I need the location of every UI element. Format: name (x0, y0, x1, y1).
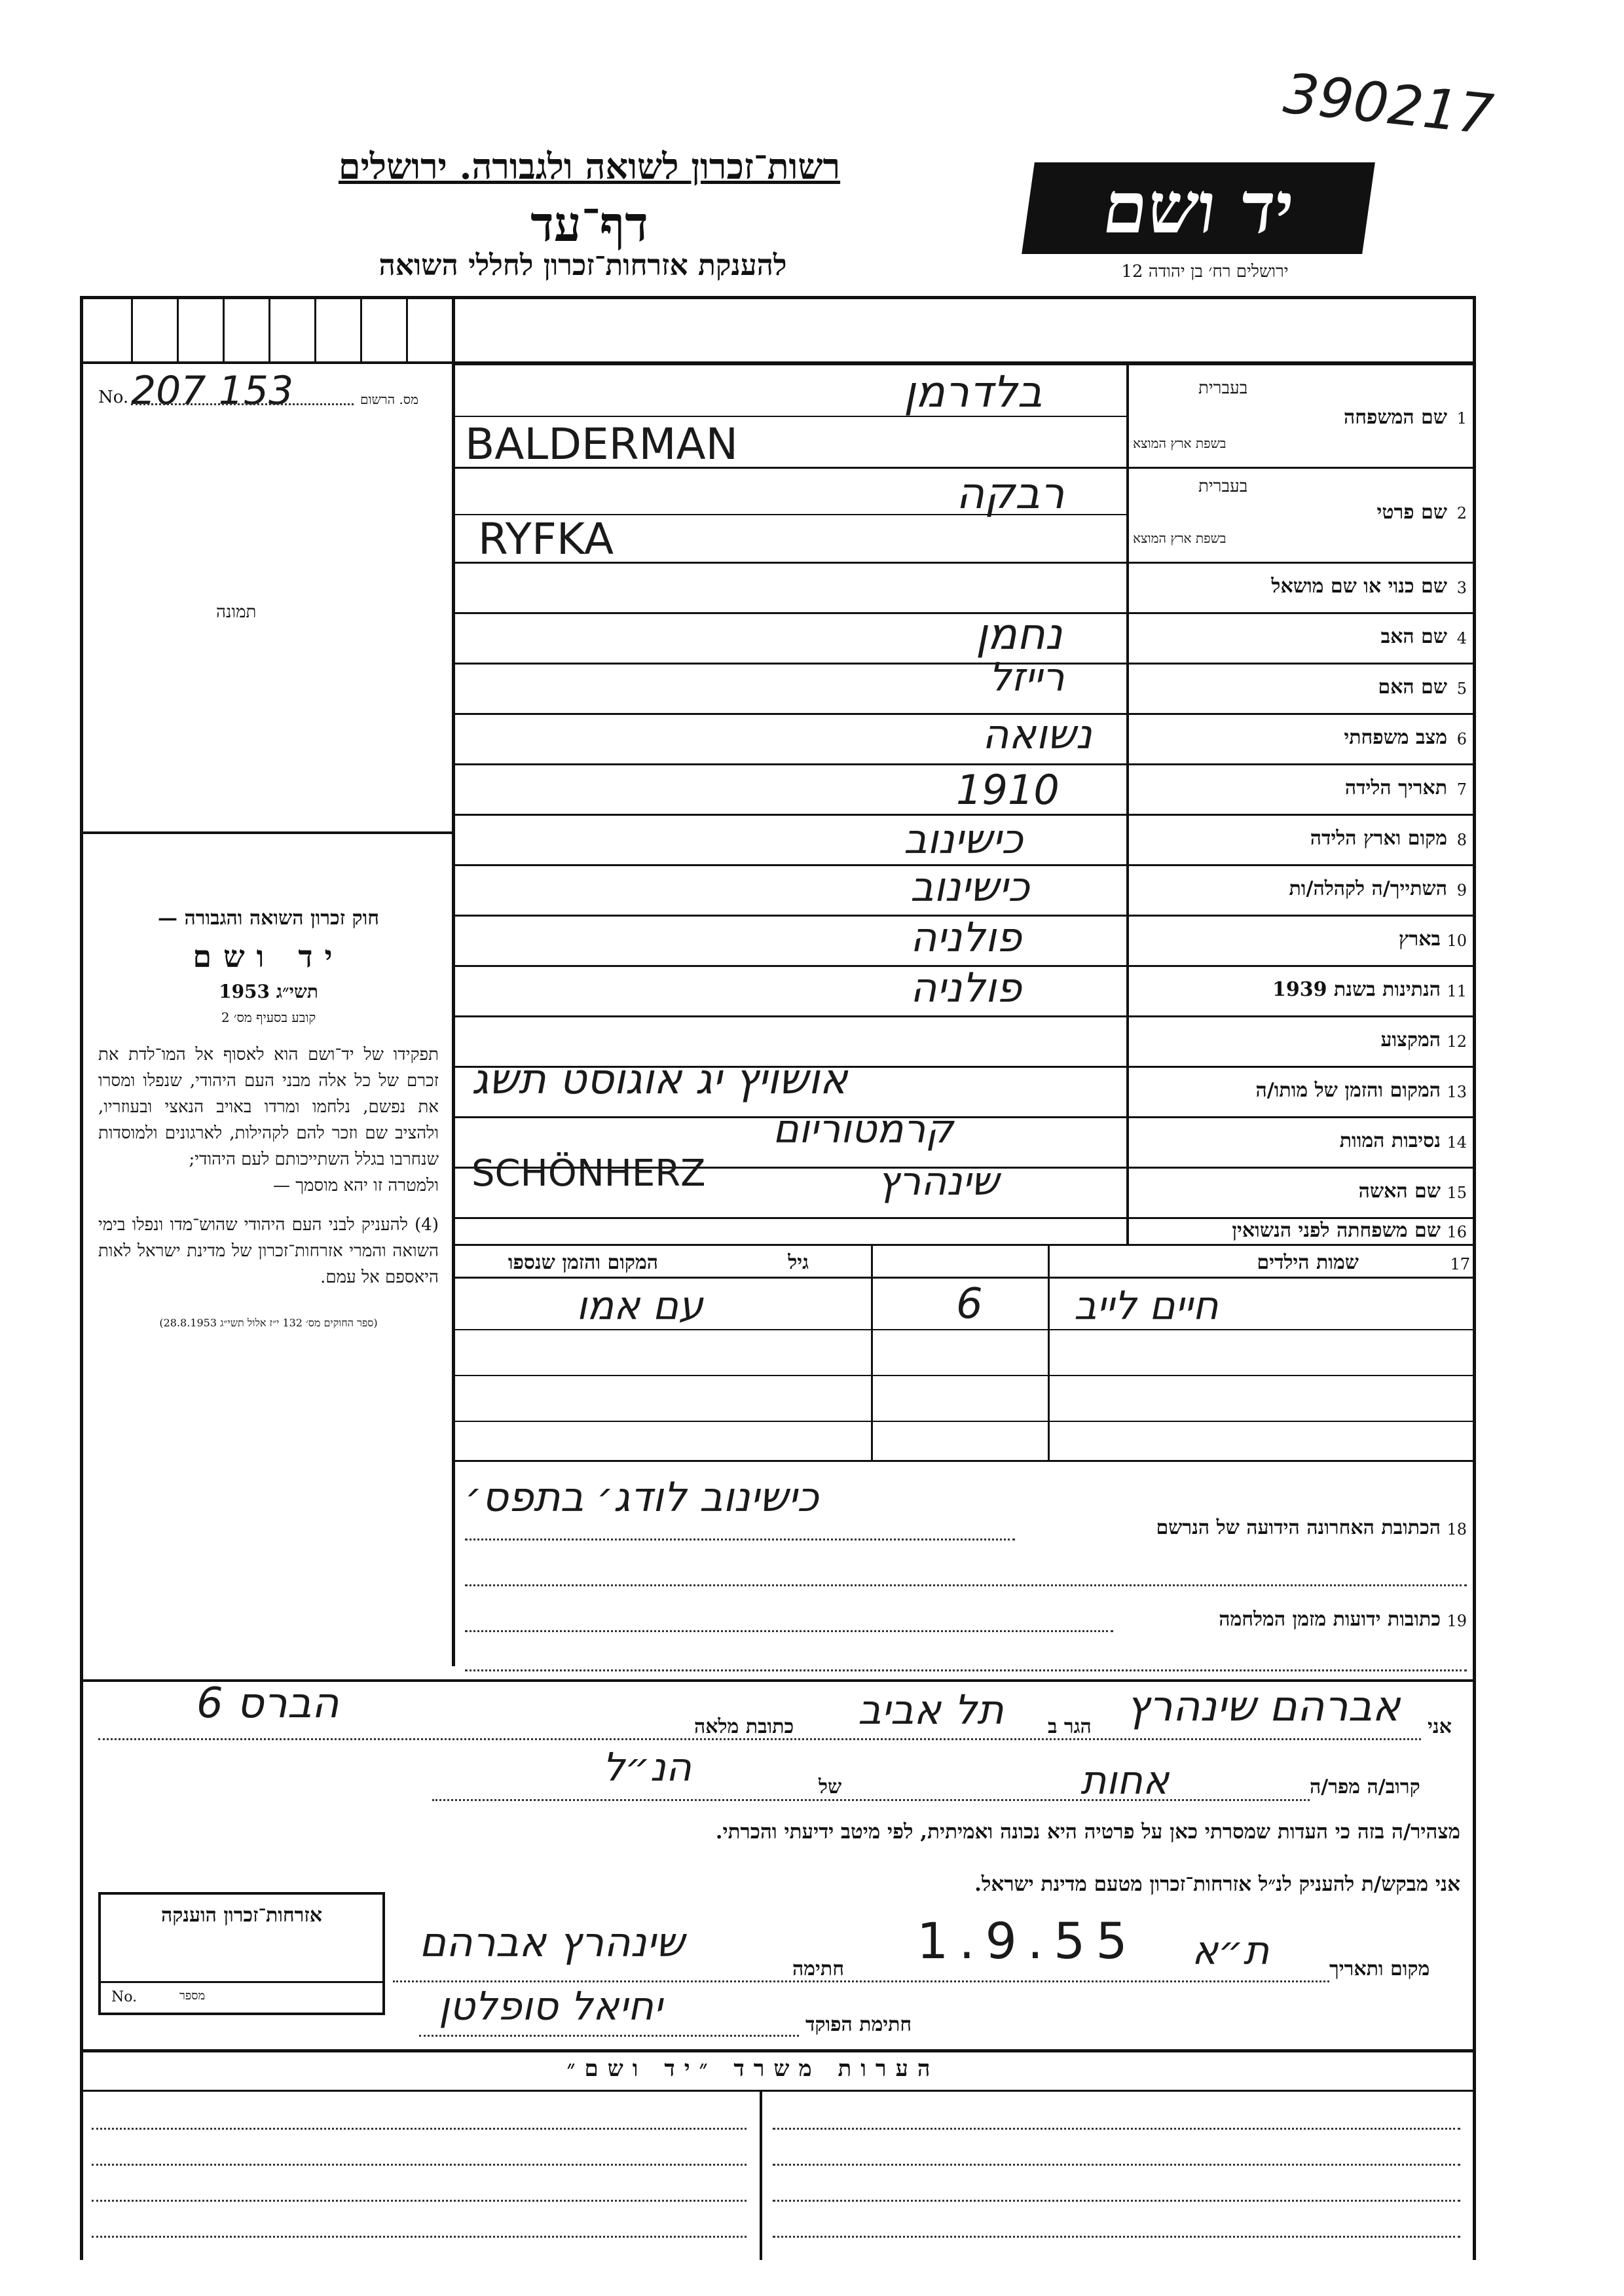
field-5: 5 שם האם (1378, 676, 1467, 699)
field-10: 10 בארץ (1398, 928, 1467, 951)
children-header: 17 שמות הילדים גיל המקום והזמן שנספו (507, 1251, 1470, 1274)
reg-no-label: No. (98, 388, 129, 407)
decl-officer: יחיאל סופלטן (439, 1984, 663, 2030)
registration-no (98, 368, 439, 414)
field-6: 6 מצב משפחתי (1344, 726, 1467, 749)
decl-date: 1.9.55 (917, 1912, 1138, 1970)
field-18: 18 הכתובת האחרונה הידועה של הנרשם (1156, 1516, 1467, 1539)
field-1: 1 שם המשפחה בעברית בשפת ארץ המוצא (1133, 378, 1467, 451)
reg-no-value: 207 153 (131, 368, 294, 414)
decl-line1: מצהיר/ה בזה כי העדות שמסרתי כאן על פרטיה היא נכונה ואמיתית, לפי מיטב ידיעתי והכרתי. (715, 1820, 1460, 1844)
decl-place-date-label: מקום ותאריך (1329, 1958, 1430, 1980)
decl-i-label: אני (1428, 1715, 1452, 1738)
field-19: 19 כתובות ידועות מזמן המלחמה (1219, 1608, 1467, 1631)
field-11: 11 הנתינות בשנת 1939 (1272, 978, 1467, 1001)
decl-relative: אחות (1080, 1758, 1170, 1804)
field-4: 4 שם האב (1380, 625, 1467, 648)
form-subtitle: להענקת אזרחות־זכרון לחללי השואה (378, 249, 787, 282)
decl-resident: תל אביב (858, 1686, 1004, 1734)
office-remarks-title: הערות משרד ״יד ושם״ (566, 2056, 940, 2082)
field-1-label: שם המשפחה (1343, 406, 1447, 429)
law-para1-end: ולמטרה זו יהא מוסמך — (272, 1176, 439, 1195)
law-box (98, 907, 439, 1330)
form-title: דף־עד (530, 196, 648, 253)
law-year: 1953 (219, 981, 270, 1002)
child-age: 6 (956, 1280, 983, 1328)
label-column-divider (1126, 363, 1129, 1244)
frame-top (80, 296, 1476, 299)
birth-date: 1910 (956, 766, 1060, 814)
country: פולניה (910, 913, 1022, 961)
decl-of: הנ״ל (602, 1745, 692, 1791)
field-7: 7 תאריך הלידה (1344, 776, 1467, 799)
field-2: 2 שם פרטי בעברית בשפת ארץ המוצא (1133, 477, 1467, 546)
field-13: 13 המקום והזמן של מותו/ה (1255, 1079, 1467, 1102)
citizenship-number-label: מספר (179, 1989, 206, 2003)
reg-label: מס. הרשום (360, 392, 419, 407)
child-name: חיים לייב (1074, 1283, 1219, 1329)
law-name: יד ושם (193, 939, 344, 974)
field-3: 3 שם כנוי או שם מושאל (1271, 575, 1467, 598)
community: כישינוב (910, 863, 1030, 911)
law-year-heb: תשי״ג (276, 981, 318, 1002)
decl-officer-label: חתימת הפוקד (805, 2013, 912, 2036)
family-name-heb: בלדרמן (904, 367, 1043, 417)
archive-number: 390217 (1280, 61, 1496, 147)
law-para2: (4) להעניק לבני העם היהודי שהוש־מדו ונפלו בימי השואה והמרי אזרחות־זכרון של מדינת ישראל לאות היאספם אל עמם. (98, 1215, 439, 1287)
first-name-heb: רבקה (956, 468, 1065, 519)
birth-place: כישינוב (904, 815, 1024, 863)
mother-name: רייזל (989, 655, 1065, 701)
citizenship-no-label: No. (111, 1989, 138, 2005)
field-16: 16 שם משפחתה לפני הנשואין (1232, 1219, 1467, 1242)
logo-text: יד ושם (1098, 167, 1299, 249)
authority-title: רשות־זכרון לשואה ולגבורה. ירושלים (338, 145, 841, 187)
decl-of-label: של (819, 1776, 842, 1798)
decl-place: ת״א (1192, 1928, 1270, 1974)
field-8: 8 מקום וארץ הלידה (1310, 827, 1467, 850)
decl-address-label: כתובת מלאה (694, 1715, 794, 1738)
citizenship-box (98, 1892, 385, 2015)
last-address: כישינוב לודג׳ בתפס׳ (465, 1473, 819, 1521)
marital-status: נשואה (982, 710, 1092, 758)
field-9: 9 השתייך/ה לקהלה/ות (1289, 877, 1467, 900)
photo-label: תמונה (216, 602, 257, 622)
law-section: קובע בסעיף מס׳ 2 (221, 1010, 316, 1025)
field-2-label: שם פרטי (1376, 501, 1447, 524)
decl-line2: אני מבקש/ת להעניק לנ״ל אזרחות־זכרון מטעם מדינת ישראל. (974, 1872, 1460, 1896)
law-para1: תפקידו של יד־ושם הוא לאסוף אל המו־לדת את זכרם של כל אלה מבני העם היהודי, שנפלו ומסרו את נפשם, נלחמו ומרדו באויב הנאצי ובעוזריו, ולהציב שם וזכר להם לקהילות, לארגונים ולמוסדות שנחרבו בגלל השתייכותם לעם היהודי; (98, 1045, 439, 1169)
death-circumstances: קרמטוריום (773, 1106, 953, 1152)
field-15: 15 שם האשה (1358, 1180, 1467, 1203)
yad-vashem-logo (1022, 162, 1375, 254)
death-place-time: אושויץ יג אוגוסט תשג (471, 1055, 848, 1104)
frame-left (80, 296, 83, 2260)
decl-address: הברס 6 (196, 1679, 339, 1728)
field-14: 14 נסיבות המוות (1339, 1129, 1467, 1152)
citizenship-title: אזרחות־זכרון הוענקה (160, 1904, 323, 1927)
first-name-lat: RYFKA (478, 514, 614, 564)
address-line: ירושלים רח׳ בן יהודה 12 (1121, 262, 1289, 282)
decl-name: אברהם שינהרץ (1126, 1683, 1401, 1731)
decl-relative-label: קרוב/ה מפר/ה (1310, 1776, 1420, 1798)
nationality-1939: פולניה (910, 964, 1022, 1011)
law-title: חוק זכרון השואה והגבורה — (158, 907, 379, 930)
wife-name-heb: שינהרץ (877, 1159, 999, 1205)
decl-signature: שינהרץ אברהם (419, 1918, 685, 1966)
law-footnote: (ספר החוקים מס׳ 132 י״ז אלול תשי״ג 28.8.1953) (159, 1317, 378, 1329)
decl-signature-label: חתימה (792, 1958, 844, 1980)
family-name-lat: BALDERMAN (465, 419, 739, 469)
wife-name-lat: SCHÖNHERZ (471, 1152, 706, 1195)
child-place: עם אמו (576, 1283, 703, 1329)
decl-resident-label: הגר ב (1048, 1715, 1092, 1738)
field-12: 12 המקצוע (1380, 1029, 1467, 1051)
father-name: נחמן (976, 609, 1063, 659)
